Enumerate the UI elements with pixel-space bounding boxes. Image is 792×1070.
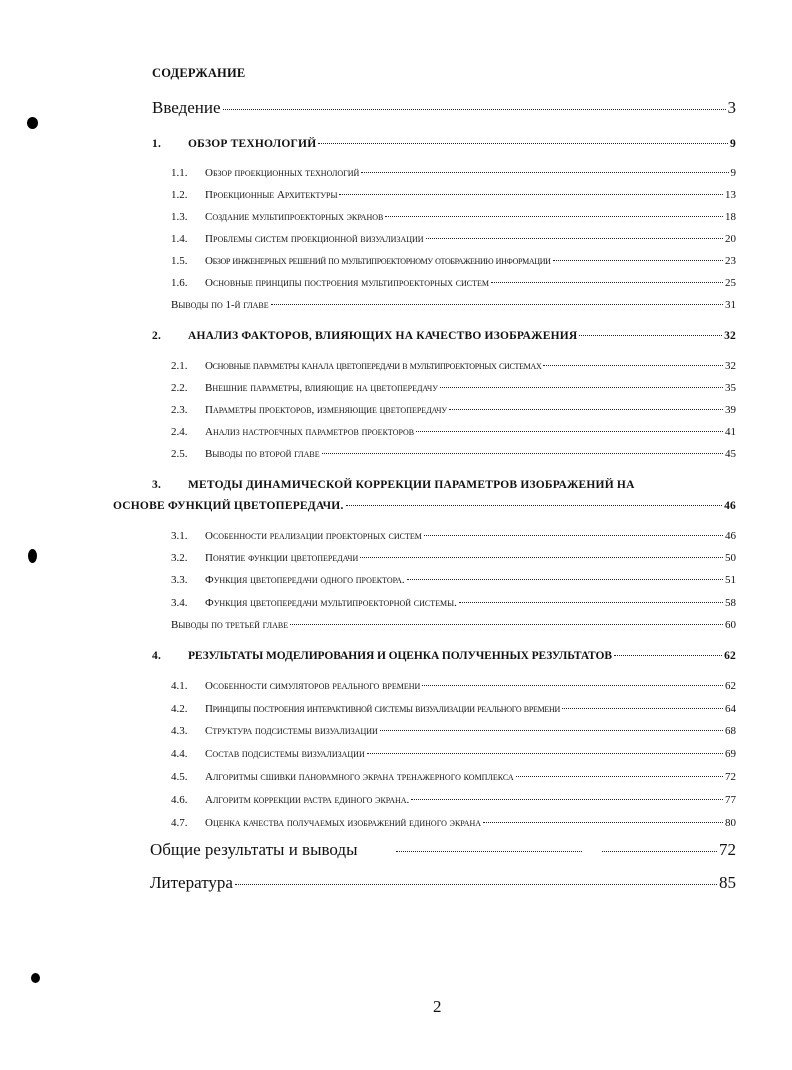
chapter-title: АНАЛИЗ ФАКТОРОВ, ВЛИЯЮЩИХ НА КАЧЕСТВО ИЗОБРАЖЕНИЯ	[188, 330, 578, 342]
leader-dots	[407, 579, 723, 580]
toc-section-3-3[interactable]	[171, 574, 736, 586]
leader-dots	[360, 557, 723, 558]
section-page: 41	[725, 426, 736, 438]
chapter-page: 32	[724, 330, 736, 342]
conclusion-page: 60	[725, 619, 736, 631]
section-number: 4.5.	[171, 771, 188, 783]
section-page: 80	[725, 817, 736, 829]
section-page: 64	[725, 703, 736, 715]
toc-section-4-4[interactable]	[171, 748, 736, 760]
leader-dots	[483, 822, 723, 823]
leader-dots	[602, 851, 718, 852]
toc-section-3-1[interactable]	[171, 530, 736, 542]
toc-section-2-1[interactable]	[171, 360, 736, 372]
leader-dots	[411, 799, 723, 800]
section-page: 77	[725, 794, 736, 806]
section-number: 3.3.	[171, 574, 188, 586]
leader-dots	[396, 851, 582, 852]
chapter-page: 46	[724, 500, 736, 512]
section-title: Параметры проекторов, изменяющие цветопередачу	[205, 404, 448, 416]
section-number: 2.2.	[171, 382, 188, 394]
leader-dots	[271, 304, 723, 305]
leader-dots	[361, 172, 728, 173]
section-number: 4.1.	[171, 680, 188, 692]
binder-hole-mark	[28, 549, 37, 563]
toc-conclusion-3[interactable]	[171, 619, 736, 631]
section-number: 1.5.	[171, 255, 188, 267]
chapter-title-continued: ОСНОВЕ ФУНКЦИЙ ЦВЕТОПЕРЕДАЧИ.	[113, 500, 344, 512]
toc-entry-page: 72	[719, 840, 736, 859]
section-number: 4.4.	[171, 748, 188, 760]
toc-section-1-3[interactable]	[171, 211, 736, 223]
toc-chapter-1[interactable]	[152, 138, 736, 150]
toc-entry-title: Общие результаты и выводы	[150, 840, 358, 859]
section-page: 23	[725, 255, 736, 267]
section-page: 32	[725, 360, 736, 372]
section-title: Понятие функции цветопередачи	[205, 552, 359, 564]
toc-entry-title: Введение	[152, 98, 221, 117]
section-title: Проекционные Архитектуры	[205, 189, 338, 201]
toc-section-4-7[interactable]	[171, 817, 736, 829]
toc-entry-general-results[interactable]	[150, 840, 736, 860]
section-number: 2.4.	[171, 426, 188, 438]
leader-dots	[318, 143, 728, 144]
section-page: 72	[725, 771, 736, 783]
leader-dots	[614, 655, 722, 656]
section-page: 35	[725, 382, 736, 394]
chapter-number: 1.	[152, 138, 162, 150]
section-title: Особенности реализации проекторных систем	[205, 530, 422, 542]
leader-dots	[422, 685, 723, 686]
toc-heading: СОДЕРЖАНИЕ	[152, 66, 246, 80]
toc-section-3-4[interactable]	[171, 597, 736, 609]
section-title: Состав подсистемы визуализации	[205, 748, 365, 760]
toc-section-2-4[interactable]	[171, 426, 736, 438]
section-title: Функция цветопередачи мультипроекторной системы.	[205, 597, 457, 609]
section-page: 69	[725, 748, 736, 760]
section-title: Анализ настроечных параметров проекторов	[205, 426, 415, 438]
leader-dots	[449, 409, 723, 410]
toc-section-1-1[interactable]	[171, 167, 736, 179]
section-title: Обзор инженерных решений по мультипроекторному отображению информации	[205, 255, 551, 267]
toc-entry-literature[interactable]	[150, 873, 736, 893]
section-page: 13	[725, 189, 736, 201]
chapter-title: РЕЗУЛЬТАТЫ МОДЕЛИРОВАНИЯ И ОЦЕНКА ПОЛУЧЕННЫХ РЕЗУЛЬТАТОВ	[188, 650, 612, 662]
toc-section-2-3[interactable]	[171, 404, 736, 416]
conclusion-page: 31	[725, 299, 736, 311]
section-title: Обзор проекционных технологий	[205, 167, 360, 179]
leader-dots	[380, 730, 723, 731]
section-number: 1.2.	[171, 189, 188, 201]
section-number: 4.2.	[171, 703, 188, 715]
section-title: Функция цветопередачи одного проектора.	[205, 574, 405, 586]
section-number: 1.3.	[171, 211, 188, 223]
chapter-number: 4.	[152, 650, 162, 662]
section-title: Оценка качества получаемых изображений единого экрана	[205, 817, 482, 829]
binder-hole-mark	[27, 117, 38, 129]
section-page: 20	[725, 233, 736, 245]
chapter-page: 62	[724, 650, 736, 662]
page-number: 2	[433, 997, 442, 1016]
leader-dots	[339, 194, 723, 195]
section-page: 51	[725, 574, 736, 586]
toc-section-4-3[interactable]	[171, 725, 736, 737]
section-page: 62	[725, 680, 736, 692]
section-page: 18	[725, 211, 736, 223]
toc-chapter-3-line2[interactable]	[113, 500, 736, 512]
toc-section-1-6[interactable]	[171, 277, 736, 289]
leader-dots	[424, 535, 723, 536]
leader-dots	[553, 260, 723, 261]
section-title: Создание мультипроекторных экранов	[205, 211, 384, 223]
section-number: 4.3.	[171, 725, 188, 737]
toc-entry-page: 85	[719, 873, 736, 892]
section-page: 46	[725, 530, 736, 542]
section-title: Принципы построения интерактивной системы визуализации реального времени	[205, 703, 560, 715]
section-page: 50	[725, 552, 736, 564]
section-number: 2.3.	[171, 404, 188, 416]
section-title: Особенности симуляторов реального времени	[205, 680, 421, 692]
conclusion-title: Выводы по третьей главе	[171, 619, 289, 631]
chapter-number: 3.	[152, 479, 162, 491]
section-title: Выводы по второй главе	[205, 448, 320, 460]
section-number: 4.6.	[171, 794, 188, 806]
section-page: 25	[725, 277, 736, 289]
section-number: 4.7.	[171, 817, 188, 829]
toc-section-1-5[interactable]	[171, 255, 736, 267]
toc-section-2-2[interactable]	[171, 382, 736, 394]
leader-dots	[459, 602, 723, 603]
leader-dots	[579, 335, 722, 336]
toc-section-1-4[interactable]	[171, 233, 736, 245]
section-number: 3.4.	[171, 597, 188, 609]
section-title: Структура подсистемы визуализации	[205, 725, 378, 737]
leader-dots	[416, 431, 723, 432]
leader-dots	[562, 708, 723, 709]
section-number: 3.2.	[171, 552, 188, 564]
toc-section-4-6[interactable]	[171, 794, 736, 806]
leader-dots	[290, 624, 723, 625]
chapter-number: 2.	[152, 330, 162, 342]
leader-dots	[385, 216, 723, 217]
leader-dots	[346, 505, 723, 506]
leader-dots	[440, 387, 723, 388]
leader-dots	[491, 282, 723, 283]
leader-dots	[543, 365, 723, 366]
leader-dots	[223, 109, 726, 110]
section-number: 3.1.	[171, 530, 188, 542]
toc-section-1-2[interactable]	[171, 189, 736, 201]
chapter-title: МЕТОДЫ ДИНАМИЧЕСКОЙ КОРРЕКЦИИ ПАРАМЕТРОВ ИЗОБРАЖЕНИЙ НА	[188, 479, 635, 491]
toc-entry-page: 3	[727, 98, 736, 117]
section-page: 39	[725, 404, 736, 416]
section-number: 2.5.	[171, 448, 188, 460]
section-page: 68	[725, 725, 736, 737]
section-page: 45	[725, 448, 736, 460]
toc-section-4-2[interactable]	[171, 703, 736, 715]
toc-section-2-5[interactable]	[171, 448, 736, 460]
section-number: 1.6.	[171, 277, 188, 289]
section-title: Внешние параметры, влияющие на цветопередачу	[205, 382, 438, 394]
section-title: Алгоритмы сшивки панорамного экрана тренажерного комплекса	[205, 771, 514, 783]
leader-dots	[322, 453, 723, 454]
toc-entry-title: Литература	[150, 873, 233, 892]
chapter-title: ОБЗОР ТЕХНОЛОГИЙ	[188, 138, 317, 150]
section-number: 1.4.	[171, 233, 188, 245]
section-title: Основные принципы построения мультипроекторных систем	[205, 277, 490, 289]
section-number: 2.1.	[171, 360, 188, 372]
section-page: 9	[730, 167, 736, 179]
toc-section-4-1[interactable]	[171, 680, 736, 692]
conclusion-title: Выводы по 1-й главе	[171, 299, 269, 311]
toc-section-3-2[interactable]	[171, 552, 736, 564]
toc-chapter-2[interactable]	[152, 330, 736, 342]
section-title: Основные параметры канала цветопередачи в мультипроекторных системах	[205, 360, 542, 372]
leader-dots	[367, 753, 723, 754]
binder-hole-mark	[31, 973, 40, 983]
leader-dots	[426, 238, 723, 239]
toc-entry-intro[interactable]	[152, 98, 736, 118]
toc-section-4-5[interactable]	[171, 771, 736, 783]
section-number: 1.1.	[171, 167, 188, 179]
leader-dots	[516, 776, 723, 777]
toc-chapter-3-line1[interactable]	[152, 479, 736, 491]
toc-conclusion-1[interactable]	[171, 299, 736, 311]
section-title: Проблемы систем проекционной визуализации	[205, 233, 424, 245]
toc-chapter-4[interactable]	[152, 650, 736, 662]
chapter-page: 9	[730, 138, 736, 150]
section-title: Алгоритм коррекции растра единого экрана.	[205, 794, 410, 806]
leader-dots	[235, 884, 717, 885]
section-page: 58	[725, 597, 736, 609]
